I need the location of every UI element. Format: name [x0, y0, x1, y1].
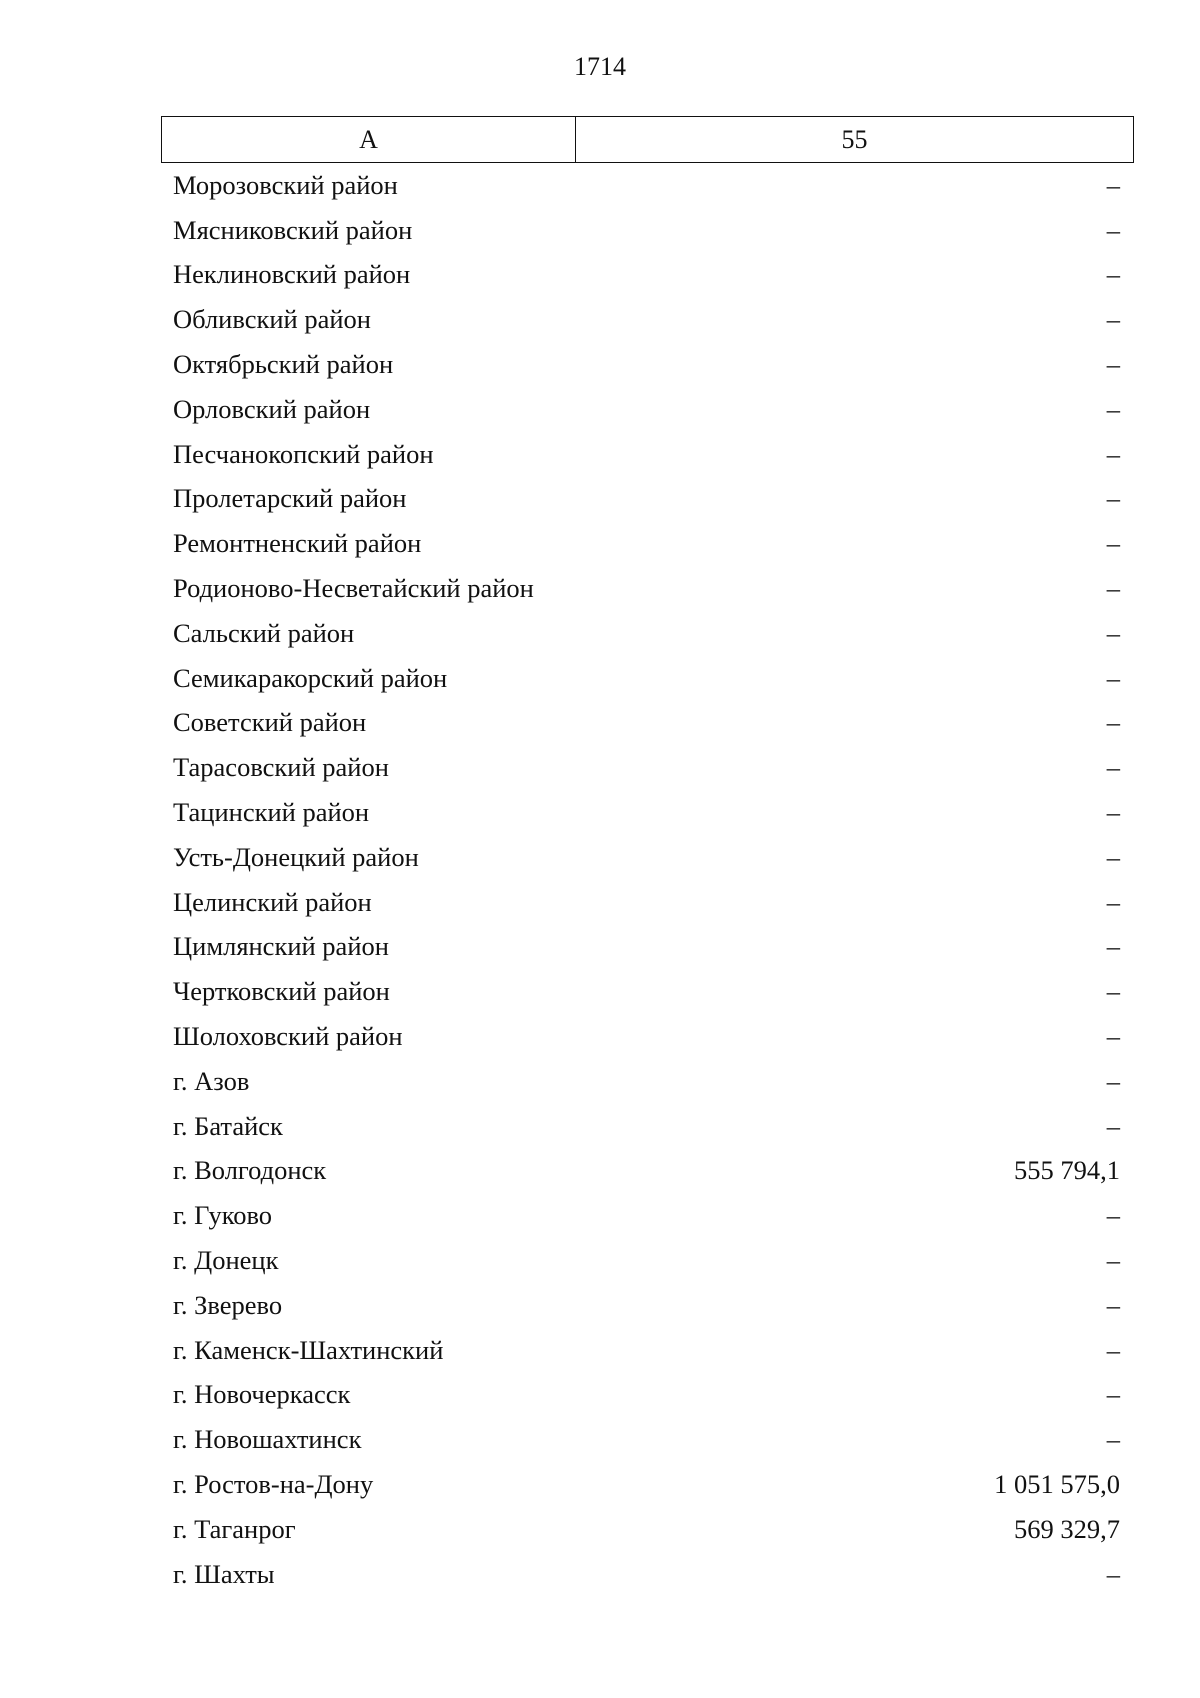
table-row	[161, 1059, 1131, 1104]
row-value: –	[1106, 214, 1120, 245]
row-name: Орловский район	[173, 393, 371, 424]
table-row	[161, 611, 1131, 656]
table-header	[161, 116, 1134, 163]
table-row	[161, 342, 1131, 387]
row-name: Песчанокопский район	[173, 438, 434, 469]
row-value: –	[1106, 1379, 1120, 1410]
table-row	[161, 253, 1131, 298]
row-value: –	[1106, 1289, 1120, 1320]
table-row	[161, 1417, 1131, 1462]
row-value: –	[1106, 662, 1120, 693]
table-row	[161, 745, 1131, 790]
row-name: Чертковский район	[173, 976, 390, 1007]
row-name: Мясниковский район	[173, 214, 413, 245]
table-row	[161, 969, 1131, 1014]
table-row	[161, 163, 1131, 208]
row-value: –	[1106, 438, 1120, 469]
row-value: –	[1106, 1110, 1120, 1141]
table-row	[161, 1104, 1131, 1149]
row-name: г. Новошахтинск	[173, 1424, 362, 1455]
row-value: –	[1106, 617, 1120, 648]
table-row	[161, 1149, 1131, 1194]
row-value: –	[1106, 1200, 1120, 1231]
row-name: г. Волгодонск	[173, 1155, 327, 1186]
row-name: г. Шахты	[173, 1558, 275, 1589]
row-name: г. Каменск-Шахтинский	[173, 1334, 444, 1365]
row-value: –	[1106, 752, 1120, 783]
row-value: –	[1106, 886, 1120, 917]
row-name: Шолоховский район	[173, 1021, 403, 1052]
table-row	[161, 208, 1131, 253]
row-name: г. Батайск	[173, 1110, 283, 1141]
row-value: –	[1106, 1558, 1120, 1589]
table-body	[161, 163, 1131, 1597]
row-value: –	[1106, 1245, 1120, 1276]
table-row	[161, 297, 1131, 342]
table-row	[161, 1462, 1131, 1507]
row-value: –	[1106, 1334, 1120, 1365]
row-value: –	[1106, 483, 1120, 514]
row-name: Родионово-Несветайский район	[173, 573, 534, 604]
table-row	[161, 835, 1131, 880]
row-value: 1 051 575,0	[994, 1469, 1120, 1499]
row-name: г. Таганрог	[173, 1513, 296, 1544]
row-value: –	[1106, 1424, 1120, 1455]
row-name: Морозовский район	[173, 169, 398, 200]
row-name: Пролетарский район	[173, 483, 407, 514]
row-value: –	[1106, 797, 1120, 828]
row-value: –	[1106, 259, 1120, 290]
table-row	[161, 1238, 1131, 1283]
header-column-55: 55	[576, 117, 1134, 163]
table-row	[161, 1552, 1131, 1597]
row-value: –	[1106, 976, 1120, 1007]
row-value: –	[1106, 169, 1120, 200]
row-value: –	[1106, 707, 1120, 738]
row-value: –	[1106, 573, 1120, 604]
table-row	[161, 656, 1131, 701]
row-name: г. Донецк	[173, 1245, 279, 1276]
page-number: 1714	[574, 52, 626, 81]
row-name: Октябрьский район	[173, 349, 394, 380]
table-row	[161, 1373, 1131, 1418]
table-row	[161, 1283, 1131, 1328]
table-row	[161, 387, 1131, 432]
table-row	[161, 1014, 1131, 1059]
header-column-a: А	[162, 117, 576, 163]
row-value: 569 329,7	[1014, 1513, 1120, 1544]
table-row	[161, 432, 1131, 477]
row-name: г. Новочеркасск	[173, 1379, 351, 1410]
table-row	[161, 566, 1131, 611]
row-name: г. Зверево	[173, 1289, 283, 1320]
table-row	[161, 925, 1131, 970]
row-value: –	[1106, 393, 1120, 424]
row-value: –	[1106, 1021, 1120, 1052]
row-name: Цимлянский район	[173, 931, 389, 962]
row-name: Целинский район	[173, 886, 372, 917]
row-value: –	[1106, 528, 1120, 559]
row-name: г. Гуково	[173, 1200, 273, 1231]
row-name: Советский район	[173, 707, 367, 738]
row-value: –	[1106, 931, 1120, 962]
row-name: Семикаракорский район	[173, 662, 448, 693]
row-name: Обливский район	[173, 304, 371, 335]
table-row	[161, 521, 1131, 566]
data-table	[161, 116, 1131, 1597]
row-name: Сальский район	[173, 617, 355, 648]
table-row	[161, 477, 1131, 522]
table-row	[161, 1328, 1131, 1373]
row-value: –	[1106, 1065, 1120, 1096]
row-name: г. Азов	[173, 1065, 250, 1096]
row-value: –	[1106, 841, 1120, 872]
row-name: Неклиновский район	[173, 259, 411, 290]
row-name: г. Ростов-на-Дону	[173, 1469, 374, 1499]
table-row	[161, 701, 1131, 746]
row-name: Ремонтненский район	[173, 528, 422, 559]
row-value: –	[1106, 304, 1120, 335]
table-row	[161, 790, 1131, 835]
row-name: Тарасовский район	[173, 752, 389, 783]
row-value: –	[1106, 349, 1120, 380]
table-row	[161, 1507, 1131, 1552]
table-row	[161, 1193, 1131, 1238]
row-value: 555 794,1	[1014, 1155, 1120, 1186]
row-name: Тацинский район	[173, 797, 370, 828]
row-name: Усть-Донецкий район	[173, 841, 419, 872]
table-row	[161, 880, 1131, 925]
